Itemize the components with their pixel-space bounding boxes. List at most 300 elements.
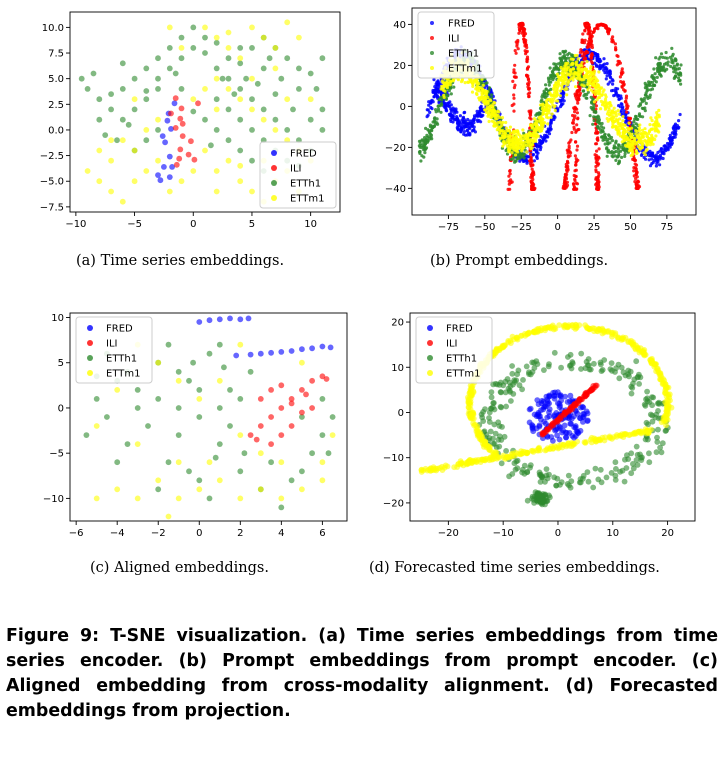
- point-ettm1: [261, 117, 267, 123]
- point-etth1: [645, 102, 648, 105]
- point-etth1: [654, 449, 660, 455]
- point-fred: [450, 111, 453, 114]
- point-etth1: [94, 396, 100, 402]
- point-ili: [625, 111, 628, 114]
- point-ili: [625, 95, 628, 98]
- point-etth1: [522, 463, 528, 469]
- point-etth1: [559, 52, 562, 55]
- point-ettm1: [568, 74, 571, 77]
- point-ettm1: [583, 84, 586, 87]
- point-fred: [608, 80, 611, 83]
- point-etth1: [578, 351, 584, 357]
- legend-label-fred: FRED: [448, 18, 475, 30]
- point-ettm1: [237, 496, 243, 502]
- point-fred: [161, 164, 167, 170]
- legend-label-ettm1: ETTm1: [448, 63, 483, 75]
- point-ettm1: [489, 116, 492, 119]
- point-etth1: [541, 93, 544, 96]
- point-ili: [615, 54, 618, 57]
- point-fred: [459, 114, 462, 117]
- point-fred: [674, 127, 677, 130]
- point-fred: [655, 164, 658, 167]
- point-etth1: [596, 125, 599, 128]
- point-ili: [583, 54, 586, 57]
- point-ili: [531, 168, 534, 171]
- point-fred: [617, 98, 620, 101]
- point-fred: [320, 344, 326, 350]
- point-fred: [479, 120, 482, 123]
- point-etth1: [538, 479, 544, 485]
- point-ili: [529, 153, 532, 156]
- point-etth1: [214, 66, 220, 72]
- point-ettm1: [633, 137, 636, 140]
- point-etth1: [186, 378, 192, 384]
- point-fred: [454, 109, 457, 112]
- point-ettm1: [499, 125, 502, 128]
- point-etth1: [320, 127, 326, 133]
- point-fred: [246, 316, 252, 322]
- point-ili: [591, 31, 594, 34]
- point-fred: [466, 129, 469, 132]
- point-ili: [600, 23, 603, 26]
- point-fred: [458, 128, 461, 131]
- point-fred: [427, 108, 430, 111]
- point-fred: [167, 154, 173, 160]
- point-etth1: [143, 88, 149, 94]
- point-ettm1: [96, 178, 102, 184]
- point-ettm1: [571, 63, 574, 66]
- point-ili: [299, 387, 305, 393]
- point-etth1: [509, 371, 515, 377]
- point-etth1: [593, 119, 596, 122]
- point-ettm1: [645, 142, 648, 145]
- point-ettm1: [605, 329, 611, 335]
- point-etth1: [631, 466, 637, 472]
- point-fred: [560, 103, 563, 106]
- point-fred: [268, 350, 274, 356]
- point-etth1: [249, 127, 255, 133]
- point-fred: [596, 59, 599, 62]
- point-ettm1: [628, 128, 631, 131]
- ytick-label-c: 5: [57, 358, 64, 370]
- point-etth1: [628, 384, 634, 390]
- point-etth1: [614, 150, 617, 153]
- point-etth1: [609, 360, 615, 366]
- point-etth1: [652, 67, 655, 70]
- point-fred: [617, 94, 620, 97]
- point-etth1: [661, 56, 664, 59]
- point-etth1: [507, 389, 513, 395]
- point-etth1: [559, 479, 565, 485]
- point-fred: [480, 106, 483, 109]
- point-ettm1: [155, 477, 161, 483]
- point-ettm1: [273, 127, 279, 133]
- point-ettm1: [638, 137, 641, 140]
- legend-b: [418, 12, 494, 78]
- point-etth1: [439, 111, 442, 114]
- point-ettm1: [531, 330, 537, 336]
- point-fred: [661, 152, 664, 155]
- point-fred: [457, 119, 460, 122]
- point-etth1: [126, 122, 132, 128]
- point-etth1: [513, 459, 519, 465]
- point-etth1: [544, 466, 550, 472]
- point-etth1: [644, 109, 647, 112]
- panel-c: [0, 300, 362, 590]
- point-etth1: [589, 114, 592, 117]
- point-fred: [160, 133, 166, 139]
- panel-a: [0, 0, 362, 280]
- point-ettm1: [320, 477, 326, 483]
- point-etth1: [166, 342, 172, 348]
- point-etth1: [678, 71, 681, 74]
- point-ettm1: [467, 81, 470, 84]
- point-ili: [591, 53, 594, 56]
- point-ettm1: [534, 140, 537, 143]
- point-ettm1: [518, 133, 521, 136]
- point-fred: [167, 174, 173, 180]
- point-etth1: [427, 129, 430, 132]
- point-ettm1: [649, 140, 652, 143]
- point-etth1: [155, 127, 161, 133]
- point-ili: [637, 185, 640, 188]
- point-etth1: [551, 78, 554, 81]
- point-etth1: [314, 86, 320, 92]
- point-ili: [619, 75, 622, 78]
- point-ili: [625, 107, 628, 110]
- point-ettm1: [249, 76, 255, 82]
- point-ettm1: [547, 325, 553, 331]
- point-etth1: [543, 90, 546, 93]
- point-ili: [248, 432, 254, 438]
- point-ili: [565, 177, 568, 180]
- point-etth1: [606, 155, 609, 158]
- ytick-label-b: 0: [399, 101, 406, 113]
- point-etth1: [607, 133, 610, 136]
- point-fred: [535, 155, 538, 158]
- point-ettm1: [542, 112, 545, 115]
- point-etth1: [220, 76, 226, 82]
- point-ettm1: [525, 150, 528, 153]
- point-etth1: [610, 150, 613, 153]
- point-etth1: [509, 363, 515, 369]
- point-ettm1: [261, 35, 267, 41]
- point-ili: [173, 125, 179, 131]
- point-etth1: [625, 456, 631, 462]
- point-etth1: [498, 437, 504, 443]
- point-ili: [268, 387, 274, 393]
- point-fred: [658, 163, 661, 166]
- point-ettm1: [650, 136, 653, 139]
- point-fred: [562, 92, 565, 95]
- point-etth1: [593, 110, 596, 113]
- point-etth1: [102, 132, 108, 138]
- point-ili: [614, 46, 617, 49]
- point-ili: [596, 132, 599, 135]
- point-etth1: [237, 86, 243, 92]
- point-etth1: [622, 479, 628, 485]
- point-ili: [515, 45, 518, 48]
- point-ettm1: [562, 75, 565, 78]
- point-fred: [278, 349, 284, 355]
- point-ettm1: [114, 486, 120, 492]
- point-ettm1: [495, 114, 498, 117]
- point-fred: [328, 345, 334, 351]
- point-ettm1: [308, 96, 314, 102]
- point-etth1: [603, 134, 606, 137]
- point-fred: [463, 130, 466, 133]
- legend-marker-etth1: [430, 51, 434, 55]
- point-ettm1: [593, 439, 599, 445]
- point-ettm1: [507, 147, 510, 150]
- xtick-label-c: 4: [278, 528, 285, 539]
- point-ili: [532, 188, 535, 191]
- point-ettm1: [521, 128, 524, 131]
- point-ettm1: [649, 116, 652, 119]
- point-ettm1: [631, 153, 634, 156]
- point-ili: [324, 376, 330, 382]
- point-etth1: [591, 108, 594, 111]
- point-etth1: [616, 375, 622, 381]
- point-ettm1: [628, 132, 631, 135]
- point-ili: [513, 84, 516, 87]
- point-etth1: [479, 412, 485, 418]
- point-ettm1: [94, 496, 100, 502]
- point-etth1: [214, 96, 220, 102]
- point-ili: [507, 188, 510, 191]
- point-ili: [520, 27, 523, 30]
- point-etth1: [563, 56, 566, 59]
- point-ili: [268, 414, 274, 420]
- point-fred: [648, 152, 651, 155]
- point-ettm1: [599, 107, 602, 110]
- point-etth1: [611, 139, 614, 142]
- point-ettm1: [615, 335, 621, 341]
- point-fred: [648, 158, 651, 161]
- point-ili: [604, 24, 607, 27]
- point-ili: [529, 109, 532, 112]
- point-etth1: [654, 72, 657, 75]
- point-ettm1: [551, 113, 554, 116]
- point-ettm1: [601, 90, 604, 93]
- point-fred: [609, 72, 612, 75]
- point-fred: [605, 68, 608, 71]
- point-etth1: [657, 57, 660, 60]
- legend-label-fred: FRED: [106, 323, 133, 335]
- point-ettm1: [632, 146, 635, 149]
- point-ili: [530, 160, 533, 163]
- point-fred: [605, 77, 608, 80]
- point-etth1: [84, 432, 90, 438]
- legend-label-etth1: ETTh1: [106, 353, 138, 365]
- point-ettm1: [451, 464, 457, 470]
- point-etth1: [508, 398, 514, 404]
- point-etth1: [621, 369, 627, 375]
- point-ettm1: [529, 138, 532, 141]
- point-etth1: [599, 131, 602, 134]
- point-ettm1: [541, 103, 544, 106]
- point-ili: [581, 41, 584, 44]
- point-fred: [539, 148, 542, 151]
- ytick-label-a: 2.5: [48, 99, 64, 111]
- point-ettm1: [226, 30, 232, 36]
- point-ili: [508, 170, 511, 173]
- point-ili: [576, 102, 579, 105]
- xtick-label-c: 0: [196, 528, 203, 539]
- point-ili: [596, 138, 599, 141]
- point-fred: [663, 145, 666, 148]
- point-ettm1: [572, 58, 575, 61]
- xtick-label-b: −75: [437, 222, 459, 233]
- chart-a: [0, 0, 362, 240]
- point-etth1: [679, 63, 682, 66]
- point-ili: [509, 172, 512, 175]
- point-ettm1: [600, 331, 606, 337]
- point-etth1: [120, 60, 126, 66]
- point-ettm1: [481, 89, 484, 92]
- point-etth1: [190, 25, 196, 31]
- point-etth1: [514, 465, 520, 471]
- point-etth1: [636, 381, 642, 387]
- point-fred: [450, 103, 453, 106]
- point-ettm1: [581, 69, 584, 72]
- point-ili: [591, 35, 594, 38]
- point-etth1: [290, 107, 296, 113]
- point-etth1: [423, 136, 426, 139]
- point-ili: [579, 51, 582, 54]
- point-ili: [258, 423, 264, 429]
- point-fred: [611, 83, 614, 86]
- point-etth1: [650, 395, 656, 401]
- point-etth1: [582, 89, 585, 92]
- point-ettm1: [506, 134, 509, 137]
- point-etth1: [450, 92, 453, 95]
- point-fred: [436, 94, 439, 97]
- point-ili: [576, 111, 579, 114]
- point-ili: [289, 423, 295, 429]
- point-etth1: [237, 468, 243, 474]
- point-etth1: [529, 496, 535, 502]
- point-etth1: [309, 450, 315, 456]
- point-ettm1: [588, 86, 591, 89]
- point-ettm1: [441, 88, 444, 91]
- point-etth1: [607, 151, 610, 154]
- point-ili: [594, 153, 597, 156]
- point-fred: [620, 109, 623, 112]
- point-ettm1: [214, 189, 220, 195]
- point-etth1: [135, 405, 141, 411]
- point-etth1: [176, 405, 182, 411]
- xtick-label-a: 0: [190, 219, 197, 230]
- point-etth1: [620, 156, 623, 159]
- point-etth1: [255, 81, 261, 87]
- xtick-label-c: −4: [109, 528, 125, 539]
- point-ettm1: [501, 116, 504, 119]
- point-ettm1: [249, 25, 255, 31]
- point-etth1: [190, 45, 196, 51]
- point-ettm1: [641, 129, 644, 132]
- caption-b: (b) Prompt embeddings.: [430, 253, 609, 269]
- point-etth1: [435, 110, 438, 113]
- point-ili: [278, 432, 284, 438]
- point-ettm1: [273, 66, 279, 72]
- point-fred: [672, 136, 675, 139]
- point-etth1: [546, 361, 552, 367]
- point-etth1: [526, 369, 532, 375]
- point-etth1: [643, 396, 649, 402]
- point-ettm1: [634, 143, 637, 146]
- xtick-label-c: 6: [319, 528, 326, 539]
- point-ili: [309, 378, 315, 384]
- point-etth1: [610, 136, 613, 139]
- xtick-label-c: 2: [237, 528, 244, 539]
- point-ili: [614, 42, 617, 45]
- point-ettm1: [638, 127, 641, 130]
- legend-marker-ili: [87, 340, 93, 346]
- point-fred: [196, 319, 202, 325]
- point-ettm1: [618, 122, 621, 125]
- point-ili: [192, 157, 198, 163]
- point-ettm1: [657, 370, 663, 376]
- point-etth1: [638, 114, 641, 117]
- point-ili: [186, 152, 192, 158]
- point-fred: [669, 142, 672, 145]
- point-ili: [523, 40, 526, 43]
- point-etth1: [633, 118, 636, 121]
- point-ettm1: [202, 25, 208, 31]
- point-ili: [573, 179, 576, 182]
- xtick-label-b: −50: [474, 222, 496, 233]
- point-etth1: [674, 59, 677, 62]
- point-ettm1: [577, 57, 580, 60]
- point-ettm1: [639, 148, 642, 151]
- point-etth1: [418, 144, 421, 147]
- point-ettm1: [284, 96, 290, 102]
- point-fred: [562, 95, 565, 98]
- point-ili: [634, 162, 637, 165]
- point-etth1: [433, 117, 436, 120]
- point-etth1: [597, 115, 600, 118]
- point-etth1: [623, 155, 626, 158]
- point-etth1: [167, 45, 173, 51]
- point-fred: [309, 345, 315, 351]
- point-ettm1: [214, 168, 220, 174]
- point-etth1: [145, 423, 151, 429]
- point-etth1: [143, 137, 149, 143]
- point-etth1: [646, 459, 652, 465]
- point-fred: [535, 151, 538, 154]
- point-ili: [589, 38, 592, 41]
- point-etth1: [221, 364, 227, 370]
- point-ettm1: [628, 139, 631, 142]
- point-etth1: [498, 389, 504, 395]
- point-ettm1: [504, 121, 507, 124]
- point-ettm1: [618, 113, 621, 116]
- point-etth1: [604, 475, 610, 481]
- point-fred: [299, 346, 305, 352]
- point-etth1: [179, 86, 185, 92]
- point-etth1: [437, 108, 440, 111]
- legend-marker-fred: [430, 21, 434, 25]
- point-ettm1: [550, 116, 553, 119]
- point-ili: [513, 64, 516, 67]
- point-ettm1: [214, 76, 220, 82]
- point-ettm1: [576, 71, 579, 74]
- point-etth1: [613, 459, 619, 465]
- point-etth1: [540, 98, 543, 101]
- point-ettm1: [237, 163, 243, 169]
- point-ettm1: [538, 126, 541, 129]
